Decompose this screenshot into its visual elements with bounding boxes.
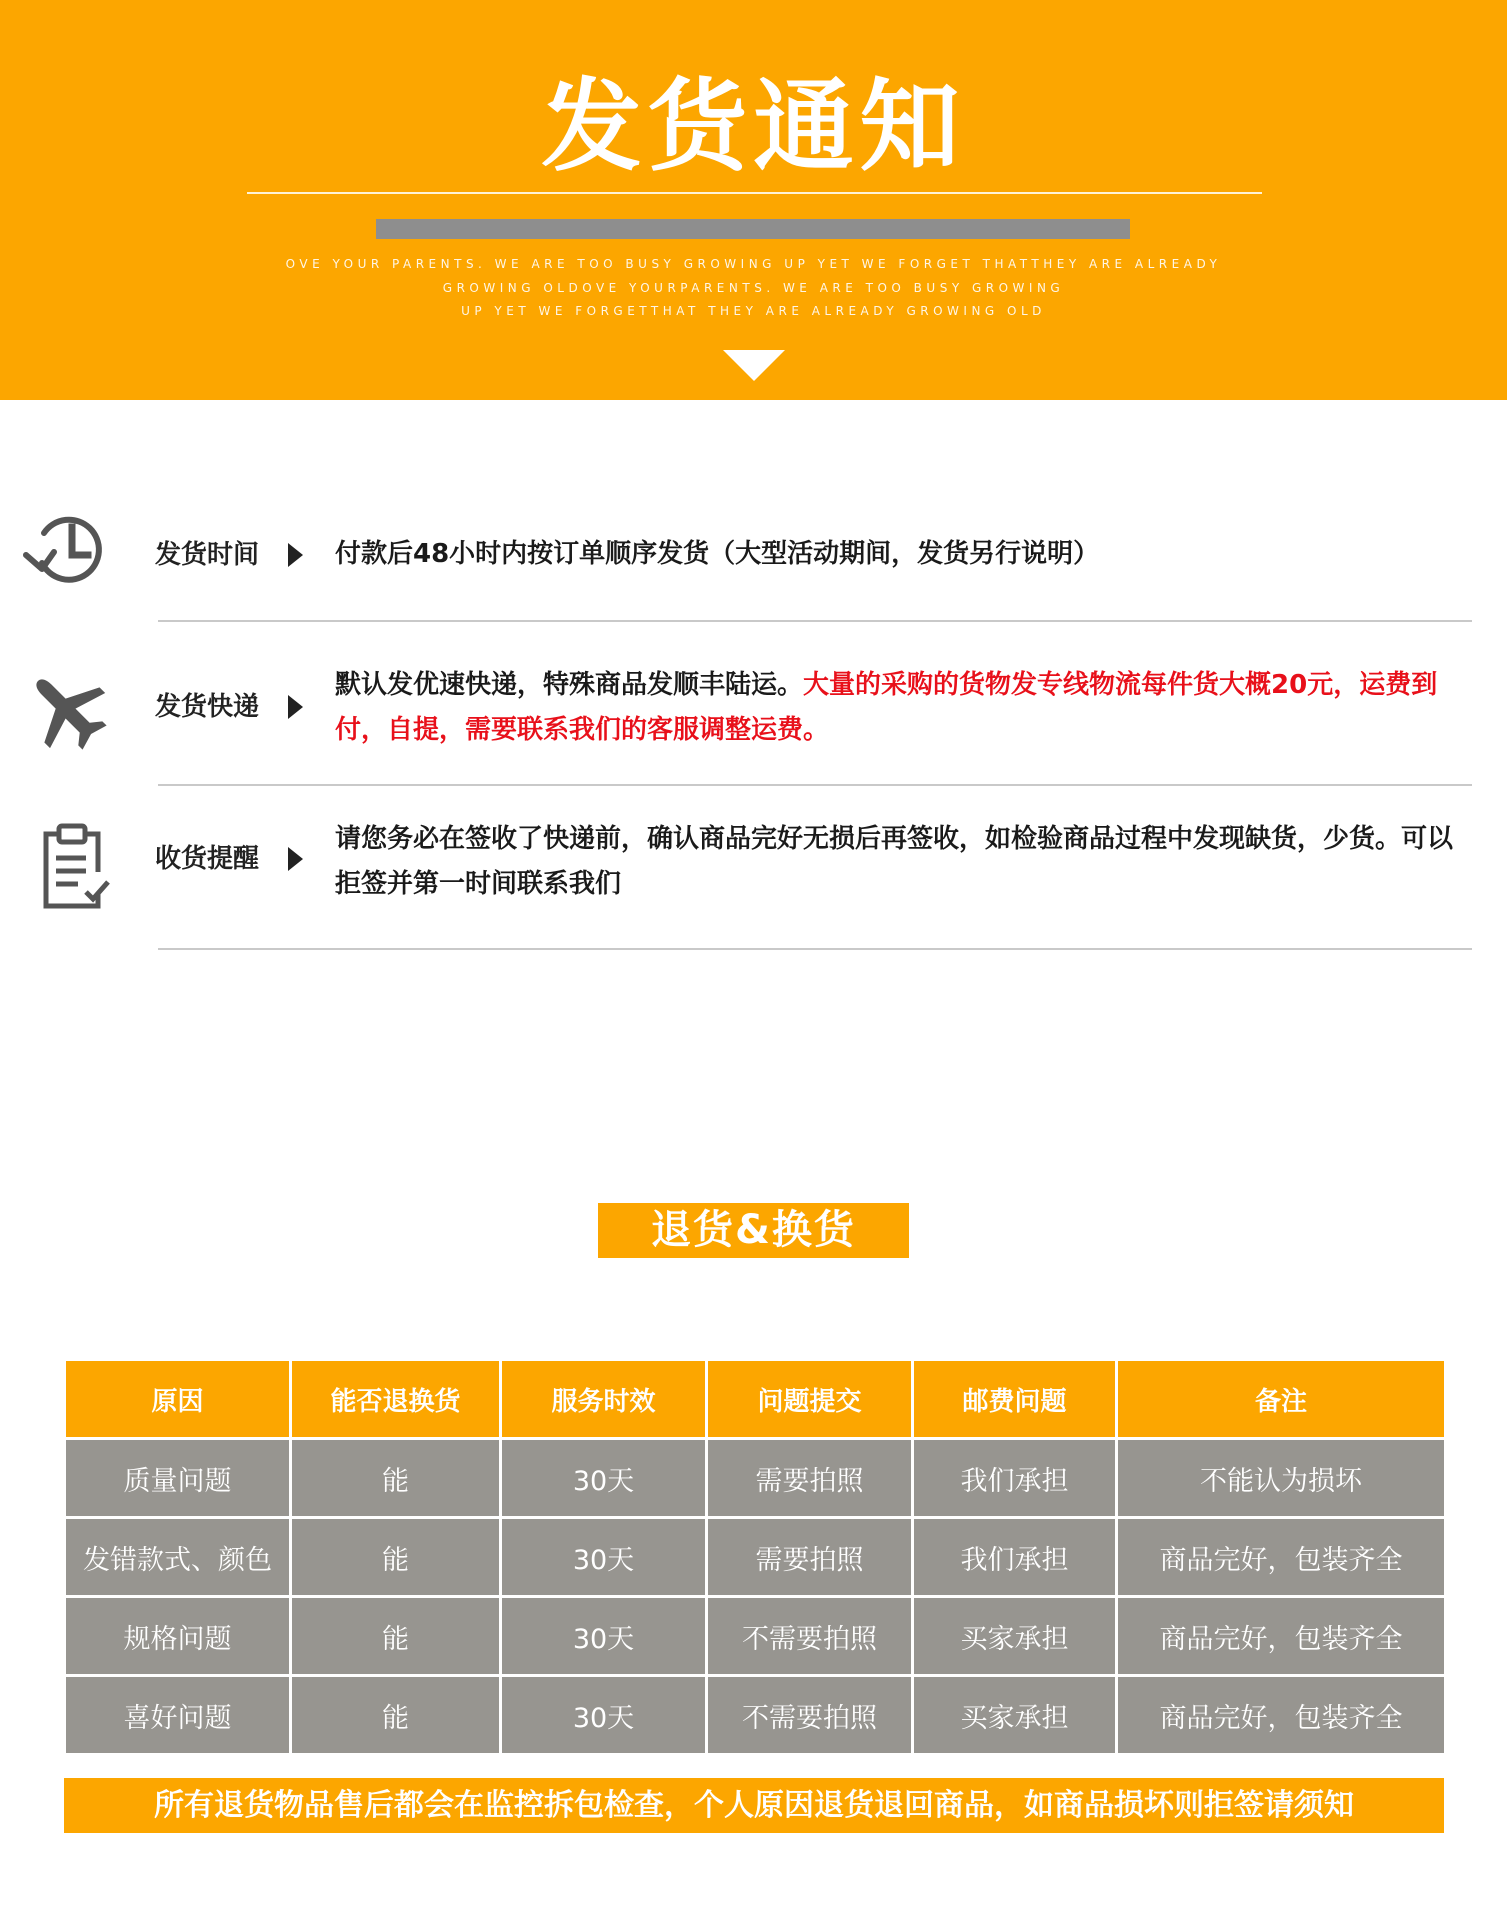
table-cell: 商品完好，包装齐全 — [1117, 1676, 1446, 1755]
header-notes: 备注 — [1117, 1360, 1446, 1439]
table-cell: 发错款式、颜色 — [65, 1518, 291, 1597]
table-row — [65, 1597, 1446, 1676]
shipping-time-label: 发货时间 — [155, 540, 260, 570]
receipt-reminder-row — [0, 815, 1507, 925]
shipping-express-text — [335, 663, 1475, 753]
header-shipping-fee: 邮费问题 — [913, 1360, 1117, 1439]
down-arrow-icon — [723, 350, 785, 381]
header-submission: 问题提交 — [707, 1360, 913, 1439]
returns-footer-notice: 所有退货物品售后都会在监控拆包检查，个人原因退货退回商品，如商品损坏则拒签请须知 — [64, 1778, 1444, 1833]
caret-right-icon — [288, 847, 303, 871]
table-cell: 能 — [291, 1518, 501, 1597]
header-reason: 原因 — [65, 1360, 291, 1439]
shipping-time-row — [0, 505, 1507, 605]
table-cell: 不需要拍照 — [707, 1597, 913, 1676]
caret-right-icon — [288, 695, 303, 719]
table-row — [65, 1676, 1446, 1755]
receipt-reminder-text: 请您务必在签收了快递前，确认商品完好无损后再签收，如检验商品过程中发现缺货，少货。可以拒签并第一时间联系我们 — [335, 824, 1454, 899]
table-cell: 30天 — [501, 1597, 707, 1676]
table-cell: 需要拍照 — [707, 1518, 913, 1597]
table-cell: 我们承担 — [913, 1518, 1117, 1597]
decorative-bar — [376, 219, 1130, 239]
clipboard-check-icon — [22, 820, 112, 910]
table-cell: 能 — [291, 1597, 501, 1676]
header-returnable: 能否退换货 — [291, 1360, 501, 1439]
table-row — [65, 1518, 1446, 1597]
table-cell: 质量问题 — [65, 1439, 291, 1518]
table-cell: 买家承担 — [913, 1597, 1117, 1676]
table-cell: 需要拍照 — [707, 1439, 913, 1518]
header-service-period: 服务时效 — [501, 1360, 707, 1439]
table-cell: 能 — [291, 1439, 501, 1518]
table-cell: 30天 — [501, 1676, 707, 1755]
header-banner — [0, 0, 1507, 400]
subtitle-line-1: OVE YOUR PARENTS. WE ARE TOO BUSY GROWING UP YET WE FORGET THATTHEY ARE ALREADY — [285, 257, 1222, 271]
subtitle-line-3: UP YET WE FORGETTHAT THEY ARE ALREADY GROWING OLD — [461, 304, 1046, 318]
table-cell: 商品完好，包装齐全 — [1117, 1518, 1446, 1597]
caret-right-icon — [288, 543, 303, 567]
shipping-express-label: 发货快递 — [155, 692, 260, 722]
returns-table — [63, 1358, 1447, 1756]
subtitle-line-2: GROWING OLDOVE YOURPARENTS. WE ARE TOO BUSY GROWING — [442, 281, 1065, 295]
table-cell: 买家承担 — [913, 1676, 1117, 1755]
airplane-icon — [22, 665, 112, 755]
table-cell: 能 — [291, 1676, 501, 1755]
table-cell: 商品完好，包装齐全 — [1117, 1597, 1446, 1676]
table-cell: 喜好问题 — [65, 1676, 291, 1755]
shipping-express-row — [0, 660, 1507, 760]
table-header-row — [65, 1360, 1446, 1439]
title-divider — [247, 192, 1262, 194]
returns-title: 退货&换货 — [598, 1203, 909, 1258]
shipping-time-text: 付款后48小时内按订单顺序发货（大型活动期间，发货另行说明） — [335, 539, 1100, 569]
table-row — [65, 1439, 1446, 1518]
table-cell: 不需要拍照 — [707, 1676, 913, 1755]
clock-history-icon — [22, 505, 112, 595]
divider-1 — [158, 620, 1472, 622]
table-cell: 30天 — [501, 1439, 707, 1518]
page-title: 发货通知 — [541, 68, 966, 185]
table-cell: 30天 — [501, 1518, 707, 1597]
table-cell: 不能认为损坏 — [1117, 1439, 1446, 1518]
receipt-reminder-label: 收货提醒 — [155, 844, 260, 874]
table-cell: 规格问题 — [65, 1597, 291, 1676]
table-cell: 我们承担 — [913, 1439, 1117, 1518]
divider-2 — [158, 784, 1472, 786]
divider-3 — [158, 948, 1472, 950]
express-normal-text: 默认发优速快递，特殊商品发顺丰陆运。 — [335, 670, 804, 700]
express-warning-text: 大量的采购的货物发专线物流每件货大概20元，运费到付，自提，需要联系我们的客服调整运费。 — [335, 670, 1438, 745]
